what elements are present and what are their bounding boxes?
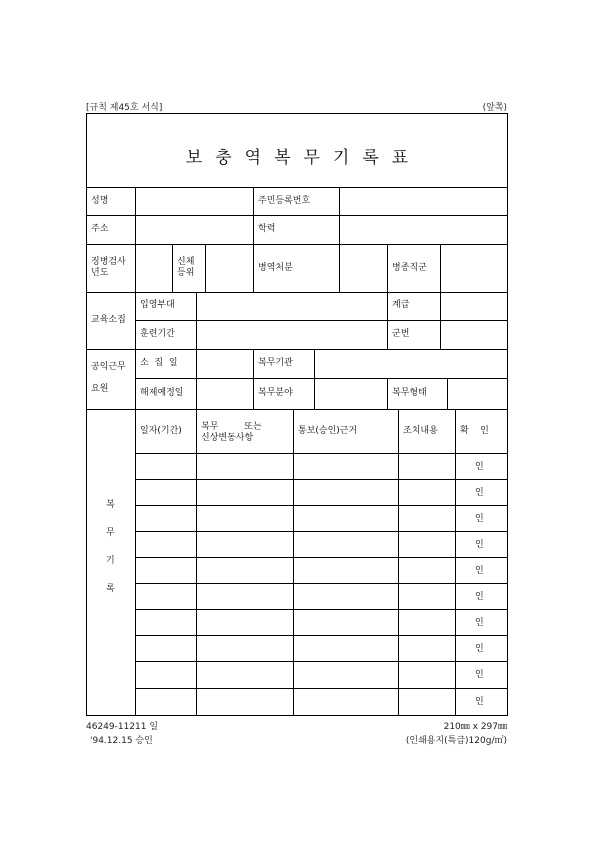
rule [196, 349, 197, 409]
rule [135, 244, 136, 292]
rule [135, 320, 508, 321]
training-period-label: 훈련기간 [140, 329, 175, 339]
rule [86, 349, 508, 350]
col-confirm-header: 확 인 [460, 426, 489, 436]
branch-label: 병종직군 [392, 263, 427, 273]
rule [135, 409, 136, 716]
rule [293, 409, 294, 716]
rule [387, 244, 388, 292]
rule [387, 292, 388, 349]
rule [135, 505, 508, 506]
form-number: [규칙 제45호 서식] [86, 103, 163, 113]
seal-mark: 인 [475, 514, 484, 524]
rule [253, 187, 254, 244]
rule [135, 661, 508, 662]
rule [398, 409, 399, 716]
col-date-header: 일자(기간) [140, 426, 182, 436]
rule [253, 349, 254, 409]
rule [440, 244, 441, 292]
col-action-header: 조치내용 [403, 426, 438, 436]
rule [86, 187, 508, 188]
name-label: 성명 [91, 196, 109, 206]
rule [135, 453, 508, 454]
summon-date-label: 소 집 일 [140, 358, 178, 368]
rule [135, 583, 508, 584]
seal-mark: 인 [475, 592, 484, 602]
rule [447, 378, 448, 409]
seal-mark: 인 [475, 540, 484, 550]
seal-mark: 인 [475, 644, 484, 654]
physical-grade-label: 신체 등위 [177, 257, 195, 278]
seal-mark: 인 [475, 566, 484, 576]
rule [253, 244, 254, 292]
seal-mark: 인 [475, 670, 484, 680]
service-number-label: 군번 [392, 329, 410, 339]
rule [86, 215, 508, 216]
address-label: 주소 [91, 224, 109, 234]
rule [135, 557, 508, 558]
rule [86, 244, 508, 245]
page-side-label: (앞쪽) [482, 103, 507, 113]
rule [135, 187, 136, 244]
seal-mark: 인 [475, 697, 484, 707]
rule [339, 244, 340, 292]
rule [86, 292, 508, 293]
rule [135, 609, 508, 610]
rank-label: 계급 [392, 300, 410, 310]
service-agency-label: 복무기관 [258, 358, 293, 368]
rule [387, 378, 388, 409]
service-record-label: 복 무 기 록 [106, 500, 115, 594]
paper-spec: (인쇄용지(특급)120g/㎡) [405, 736, 507, 746]
service-type-label: 복무형태 [392, 388, 427, 398]
rule [135, 292, 136, 349]
rule [196, 409, 197, 716]
rule [135, 479, 508, 480]
resident-number-label: 주민등록번호 [258, 196, 311, 206]
approval-date: '94.12.15 승인 [90, 736, 153, 746]
rule [196, 292, 197, 349]
rule [455, 409, 456, 716]
training-unit-label: 입영부대 [140, 300, 175, 310]
rule [86, 409, 508, 410]
rule [172, 244, 173, 292]
training-call-label: 교육소집 [91, 315, 126, 325]
exam-year-label: 징병검사 년도 [91, 257, 126, 278]
public-worker-label: 공익근무 요원 [91, 362, 126, 394]
rule [339, 187, 340, 244]
service-field-label: 복무분야 [258, 388, 293, 398]
education-label: 학력 [258, 224, 276, 234]
service-disposition-label: 병역처분 [258, 263, 293, 273]
rule [135, 531, 508, 532]
form-code: 46249-11211 일 [86, 722, 159, 732]
rule [314, 378, 315, 409]
rule [135, 688, 508, 689]
form-title: 보충역복무기록표 [185, 148, 422, 168]
rule [205, 244, 206, 292]
seal-mark: 인 [475, 488, 484, 498]
rule [135, 378, 508, 379]
col-change-header-line1: 복무 또는 [201, 422, 262, 432]
rule [135, 349, 136, 409]
seal-mark: 인 [475, 462, 484, 472]
paper-size: 210㎜ x 297㎜ [443, 722, 507, 732]
col-change-header-line2: 신상변동사항 [201, 433, 254, 443]
col-basis-header: 통보(승인)근거 [298, 426, 358, 436]
seal-mark: 인 [475, 618, 484, 628]
rule [135, 635, 508, 636]
rule [314, 349, 315, 378]
rule [440, 292, 441, 349]
discharge-date-label: 해제예정일 [140, 388, 184, 398]
